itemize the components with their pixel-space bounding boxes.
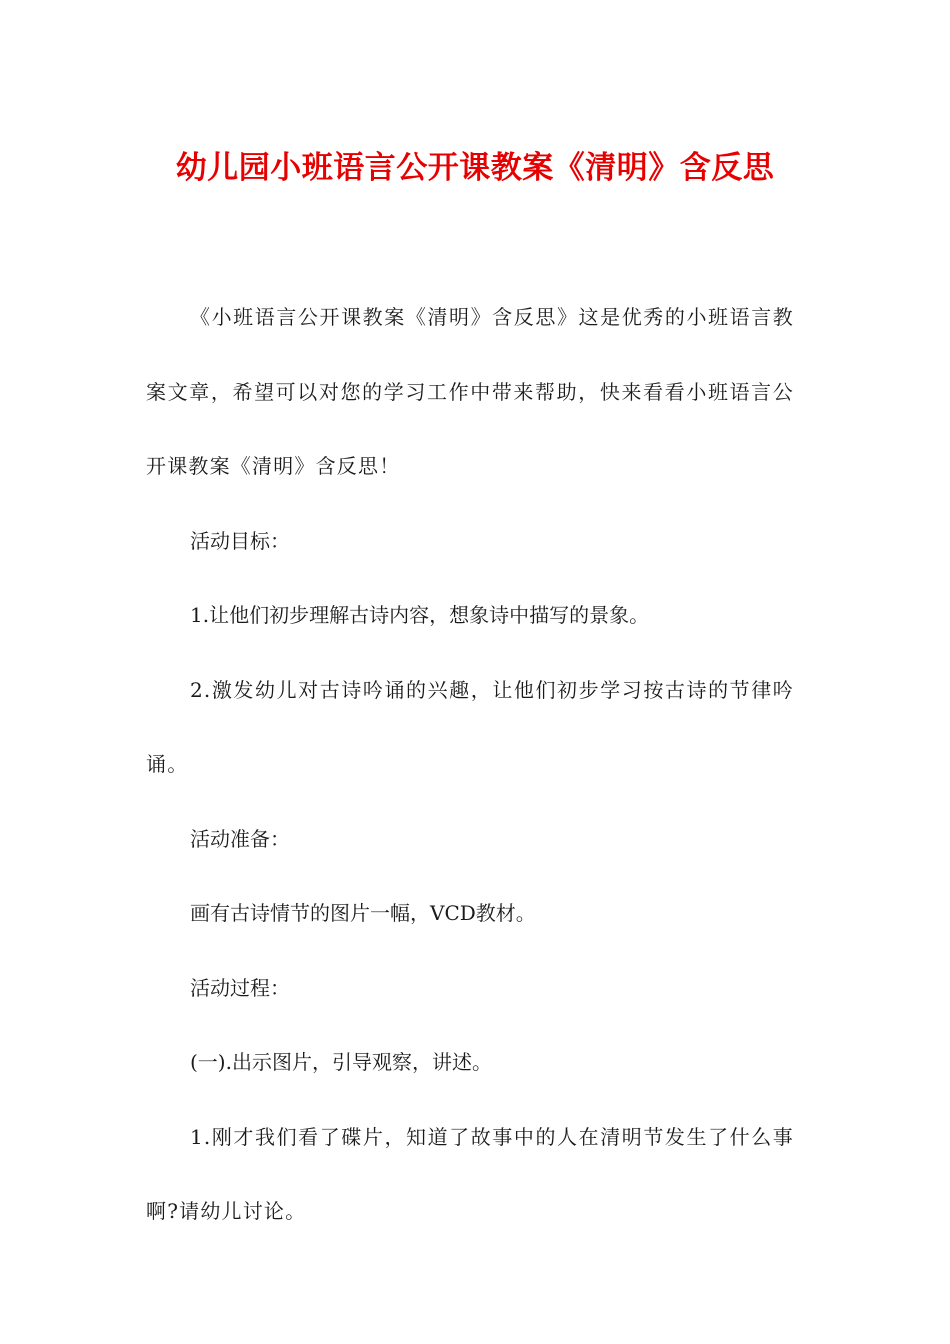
section-heading-preparation: 活动准备：	[190, 826, 290, 851]
goal-item-2: 2.激发幼儿对古诗吟诵的兴趣，让他们初步学习按古诗的节律吟诵。	[146, 677, 794, 776]
process-item-1: 1.刚才我们看了碟片，知道了故事中的人在清明节发生了什么事啊?请幼儿讨论。	[146, 1124, 794, 1223]
section-heading-goals: 活动目标：	[190, 528, 290, 553]
process-step-1: (一).出示图片，引导观察，讲述。	[190, 1050, 492, 1074]
document-body	[146, 280, 794, 1249]
goal-item-1: 1.让他们初步理解古诗内容，想象诗中描写的景象。	[190, 603, 650, 627]
section-heading-process: 活动过程：	[190, 975, 290, 1000]
intro-paragraph: 《小班语言公开课教案《清明》含反思》这是优秀的小班语言教案文章，希望可以对您的学习工作中带来帮助，快来看看小班语言公开课教案《清明》含反思！	[146, 305, 794, 478]
preparation-item: 画有古诗情节的图片一幅，VCD教材。	[190, 901, 536, 925]
document-title: 幼儿园小班语言公开课教案《清明》含反思	[175, 150, 775, 186]
